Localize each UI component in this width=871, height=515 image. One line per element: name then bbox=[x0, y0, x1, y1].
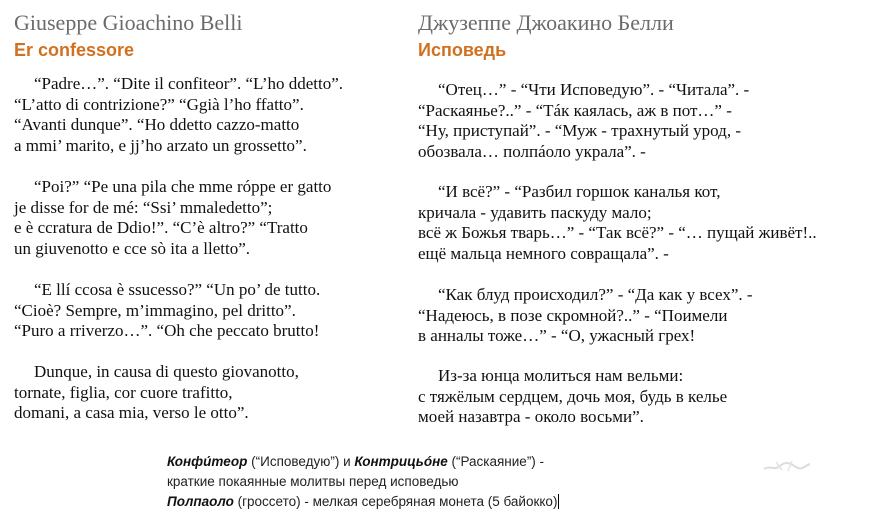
footnote-line-2: краткие покаянные молитвы перед исповедью bbox=[167, 474, 459, 489]
verse-line: “E llí ccosa è ssucesso?” “Un po’ de tutto. bbox=[34, 280, 321, 299]
verse-line: всё ж Божья тварь…” - “Так всё?” - “… пущай живёт!.. bbox=[418, 223, 817, 242]
verse-line: “Avanti dunque”. “Ho ddetto cazzo-matto bbox=[14, 115, 300, 134]
verse-line: ещё мальца немного совращала”. - bbox=[418, 243, 669, 263]
russian-stanza-4 bbox=[418, 366, 727, 428]
verse-line: “Padre…”. “Dite il confiteor”. “L’ho ddetto”. bbox=[34, 74, 344, 93]
verse-line: “Надеюсь, в позе скромной?..” - “Поимели bbox=[418, 305, 728, 325]
italian-author: Giuseppe Gioachino Belli bbox=[14, 10, 243, 35]
italian-stanza-4 bbox=[14, 362, 299, 424]
verse-line: кричала - удавить паскуду мало; bbox=[418, 202, 652, 222]
verse-line: domani, a casa mia, verso le otto”. bbox=[14, 403, 249, 422]
verse-line: Из-за юнца молиться нам вельми: bbox=[438, 366, 684, 385]
verse-line: обозвала… полпáолo украла”. - bbox=[418, 141, 646, 161]
italian-title: Er confessore bbox=[14, 40, 135, 60]
verse-line: je disse for de mé: “Ssi’ mmaledetto”; bbox=[14, 197, 273, 217]
russian-title: Исповедь bbox=[418, 40, 507, 60]
footnote-line-1 bbox=[167, 452, 667, 472]
footnote-text: (“Раскаяние”) - bbox=[447, 454, 545, 469]
italian-stanza-3 bbox=[14, 280, 320, 342]
verse-line: Dunque, in causa di questo giovanotto, bbox=[34, 362, 299, 381]
italian-stanza-1 bbox=[14, 74, 343, 156]
faint-signature-mark bbox=[762, 455, 812, 477]
russian-stanza-2 bbox=[418, 182, 817, 264]
verse-line: “L’atto di contrizione?” “Ggià l’ho ffatto”. bbox=[14, 94, 304, 114]
verse-line: “Раскаянье?..” - “Тáк каялась, аж в пот…” - bbox=[418, 100, 732, 120]
verse-line: un giuvenotto e cce sò ita a lletto”. bbox=[14, 238, 251, 258]
footnote-line-3 bbox=[167, 492, 667, 512]
verse-line: моей назавтра - около восьми”. bbox=[418, 407, 644, 426]
text-cursor bbox=[558, 494, 559, 509]
verse-line: “Отец…” - “Чти Исповедую”. - “Читала”. - bbox=[438, 80, 750, 99]
verse-line: “Ну, приступай”. - “Муж - трахнутый урод, - bbox=[418, 121, 741, 140]
italian-stanza-2 bbox=[14, 177, 331, 259]
footnote-term: Конфи́теор bbox=[167, 454, 248, 469]
verse-line: a mmi’ marito, e jj’ho arzato un grossetto”. bbox=[14, 135, 307, 155]
verse-line: “Puro a rriverzo…”. “Oh che peccato brutto! bbox=[14, 321, 320, 340]
footnote-term: Полпаоло bbox=[167, 494, 234, 509]
footnote-text: (гроссето) - мелкая серебряная монета (5 байокко) bbox=[233, 494, 558, 509]
verse-line: с тяжёлым сердцем, дочь моя, будь в келье bbox=[418, 386, 728, 406]
verse-line: “Poi?” “Pe una pila che mme róppe er gatto bbox=[34, 177, 332, 196]
footnote-text: (“Исповедую”) и bbox=[247, 454, 355, 469]
verse-line: “Как блуд происходил?” - “Да как у всех”. - bbox=[438, 285, 753, 304]
verse-line: в анналы тоже…” - “О, ужасный грех! bbox=[418, 326, 696, 345]
russian-stanza-3 bbox=[418, 285, 753, 347]
russian-author: Джузеппе Джоакино Белли bbox=[418, 10, 674, 35]
footnote-term: Контрицьóне bbox=[354, 454, 448, 469]
verse-line: “И всё?” - “Разбил горшок каналья кот, bbox=[438, 182, 721, 201]
verse-line: “Cioè? Sempre, m’immagino, pel dritto”. bbox=[14, 300, 296, 320]
verse-line: e è ccratura de Ddio!”. “C’è altro?” “Tratto bbox=[14, 218, 308, 237]
verse-line: tornate, figlia, cor cuore trafitto, bbox=[14, 382, 233, 402]
russian-stanza-1 bbox=[418, 80, 749, 162]
footnotes bbox=[167, 452, 667, 512]
